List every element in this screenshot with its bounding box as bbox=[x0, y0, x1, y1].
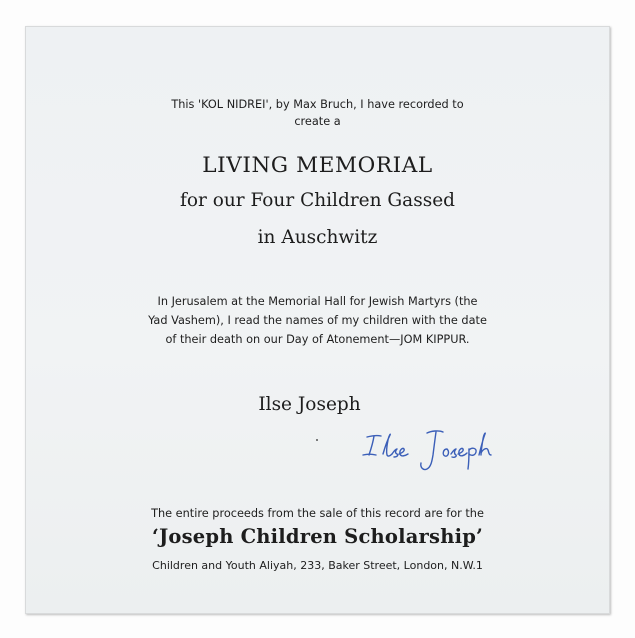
address-line: Children and Youth Aliyah, 233, Baker Street, London, N.W.1 bbox=[152, 559, 483, 572]
memorial-title: LIVING MEMORIAL bbox=[202, 153, 433, 178]
memorial-subtitle-line-2: in Auschwitz bbox=[257, 227, 378, 248]
proceeds-line: The entire proceeds from the sale of this record are for the bbox=[151, 507, 484, 520]
paper-speck bbox=[316, 439, 318, 441]
paragraph-line-1: In Jerusalem at the Memorial Hall for Jewish Martyrs (the bbox=[157, 295, 478, 308]
paragraph-line-2: Yad Vashem), I read the names of my children with the date bbox=[148, 314, 487, 327]
intro-line-1: This 'KOL NIDREI', by Max Bruch, I have recorded to bbox=[171, 98, 464, 111]
signature-drawing bbox=[359, 427, 529, 473]
memorial-subtitle-line-1: for our Four Children Gassed bbox=[179, 190, 455, 211]
handwritten-signature bbox=[359, 427, 529, 473]
intro-line-2: create a bbox=[294, 115, 341, 128]
printed-name: Ilse Joseph bbox=[258, 394, 361, 415]
scholarship-name: ‘Joseph Children Scholarship’ bbox=[151, 525, 484, 548]
record-sleeve bbox=[25, 26, 610, 614]
paragraph-line-3: of their death on our Day of Atonement—JOM KIPPUR. bbox=[165, 333, 470, 346]
